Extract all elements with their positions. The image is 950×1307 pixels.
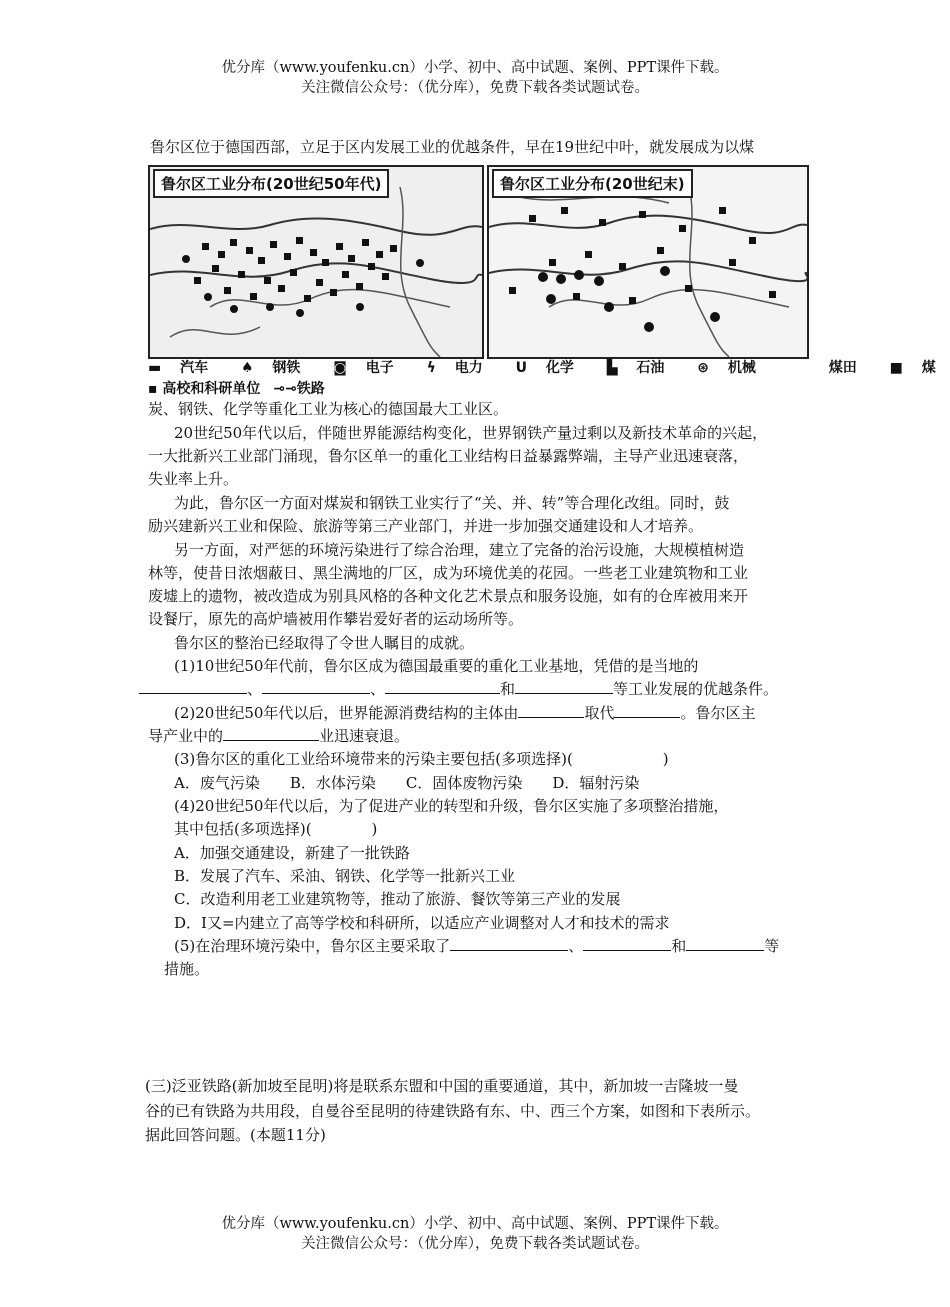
section-3-line-2: 谷的已有铁路为共用段，自曼谷至昆明的待建铁路有东、中、西三个方案，如图和下表所示。 [145, 1102, 761, 1120]
map-legend-row-2 [148, 378, 325, 398]
paragraph-3-line-3: 废墟上的遗物，被改造成为别具风格的各种文化艺术景点和服务设施，如有的仓库被用来开 [148, 587, 749, 605]
q1-blank-4[interactable] [515, 678, 613, 694]
question-5-line-2: 措施。 [164, 960, 210, 978]
q5-blank-3[interactable] [686, 935, 764, 951]
paragraph-1-line-1: 20世纪50年代以后，伴随世界能源结构变化，世界钢铁产量过剩以及新技术革命的兴起， [174, 424, 768, 442]
question-1-line-2: 、 、 和 等工业发展的优越条件。 [139, 678, 778, 700]
footer-line-1: 优分库（www.youfenku.cn）小学、初中、高中试题、案例、PPT课件下载。 [221, 1216, 729, 1232]
machinery-icon: ⊛ [697, 360, 714, 376]
question-2-line-1: (2)20世纪50年代以后，世界能源消费结构的主体由 取代 。鲁尔区主 [174, 704, 756, 722]
header-line-2: 关注微信公众号：（优分库），免费下载各类试题试卷。 [301, 80, 649, 96]
intro-line-1: 鲁尔区位于德国西部，立足于区内发展工业的优越条件，早在19世纪中叶，就发展成为以煤 [150, 138, 755, 156]
legend-item-coal: ■ 煤 [889, 360, 936, 376]
legend-item-coalfield: 煤田 [828, 360, 857, 376]
legend-item-electronics: ◙ 电子 [333, 360, 394, 376]
power-icon: ϟ [426, 360, 441, 376]
q2-blank-3[interactable] [223, 725, 319, 741]
q1-blank-3[interactable] [385, 678, 500, 694]
legend-item-car: ▬ 汽车 [148, 360, 209, 376]
paragraph-3-line-1: 另一方面，对严惩的环境污染进行了综合治理，建立了完备的治污设施，大规模植树造 [174, 541, 745, 559]
legend-item-railway: 铁路 [296, 381, 325, 397]
intro-line-2: 炭、钢铁、化学等重化工业为核心的德国最大工业区。 [148, 400, 509, 418]
map-1950s-title: 鲁尔区工业分布(20世纪50年代) [153, 169, 389, 198]
question-4-option-d: D．I又=内建立了高等学校和科研所，以适应产业调整对人才和技术的需求 [174, 914, 670, 932]
q2-blank-1[interactable] [518, 702, 584, 718]
electronics-icon: ◙ [333, 360, 352, 376]
question-2-line-2: 导产业中的 业迅速衰退。 [148, 727, 410, 745]
question-4-line-2: 其中包括(多项选择)( ) [174, 820, 378, 838]
legend-item-chemical: ᑌ 化学 [515, 360, 574, 376]
chemical-icon: ᑌ [515, 360, 532, 376]
coal-icon: ■ [889, 360, 908, 376]
legend-item-steel: ♠ 钢铁 [240, 360, 301, 376]
legend-item-university: ▪ 高校和科研单位 [148, 381, 261, 397]
map-late-20th-title: 鲁尔区工业分布(20世纪末) [492, 169, 693, 198]
map-late-20th [487, 165, 809, 359]
map-1950s [148, 165, 484, 359]
header-line-1: 优分库（www.youfenku.cn）小学、初中、高中试题、案例、PPT课件下载。 [221, 60, 729, 76]
question-1-line-1: (1)10世纪50年代前，鲁尔区成为德国最重要的重化工业基地，凭借的是当地的 [174, 657, 699, 675]
railway-icon: ⊸⊸ [273, 381, 297, 397]
question-5-line-1: (5)在治理环境污染中，鲁尔区主要采取了 、 和 等 [174, 937, 780, 955]
section-3-line-1: (三)泛亚铁路(新加坡至昆明)将是联系东盟和中国的重要通道，其中，新加坡一吉隆坡一曼 [145, 1077, 739, 1095]
footer-line-2: 关注微信公众号：（优分库），免费下载各类试题试卷。 [301, 1236, 649, 1252]
oil-icon: ▙ [606, 360, 623, 376]
section-3-line-3: 据此回答问题。(本题11分) [145, 1126, 326, 1144]
paragraph-2-line-1: 为此，鲁尔区一方面对煤炭和钢铁工业实行了“关、并、转”等合理化改组。同时，鼓 [174, 494, 730, 512]
question-3-options: A．废气污染 B．水体污染 C．固体废物污染 D．辐射污染 [174, 774, 640, 792]
q2-blank-2[interactable] [614, 702, 680, 718]
paragraph-2-line-2: 励兴建新兴工业和保险、旅游等第三产业部门，并进一步加强交通建设和人才培养。 [148, 517, 704, 535]
q1-blank-2[interactable] [262, 678, 370, 694]
paragraph-3-line-2: 林等，使昔日浓烟蔽日、黑尘满地的厂区，成为环境优美的花园。一些老工业建筑物和工业 [148, 564, 749, 582]
legend-item-power: ϟ 电力 [426, 360, 483, 376]
q5-blank-2[interactable] [583, 935, 671, 951]
question-4-option-a: A．加强交通建设，新建了一批铁路 [174, 844, 410, 862]
paragraph-1-line-3: 失业率上升。 [148, 470, 239, 488]
question-3-stem: (3)鲁尔区的重化工业给环境带来的污染主要包括(多项选择)( ) [174, 750, 669, 768]
q1-blank-1[interactable] [139, 678, 247, 694]
question-4-option-c: C．改造利用老工业建筑物等，推动了旅游、餐饮等第三产业的发展 [174, 890, 621, 908]
paragraph-3-line-4: 设餐厅，原先的高炉墙被用作攀岩爱好者的运动场所等。 [148, 610, 524, 628]
q5-blank-1[interactable] [450, 935, 568, 951]
map-legend [148, 357, 950, 377]
car-icon: ▬ [148, 360, 167, 376]
steel-icon: ♠ [240, 360, 259, 376]
question-4-option-b: B．发展了汽车、采油、钢铁、化学等一批新兴工业 [174, 867, 516, 885]
legend-item-oil: ▙ 石油 [606, 360, 665, 376]
legend-item-machinery: ⊛ 机械 [697, 360, 756, 376]
paragraph-1-line-2: 一大批新兴工业部门涌现，鲁尔区单一的重化工业结构日益暴露弊端，主导产业迅速衰落， [148, 447, 749, 465]
paragraph-4: 鲁尔区的整治已经取得了令世人瞩目的成就。 [174, 634, 475, 652]
question-4-line-1: (4)20世纪50年代以后，为了促进产业的转型和升级，鲁尔区实施了多项整治措施， [174, 797, 729, 815]
